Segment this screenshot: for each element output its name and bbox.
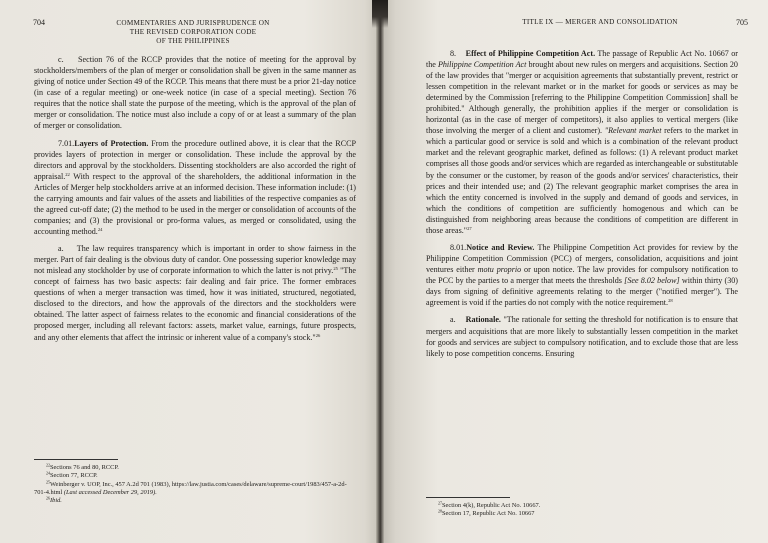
- footnote: [34, 497, 356, 505]
- running-head-line: OF THE PHILIPPINES: [156, 37, 230, 45]
- footnotes: [426, 502, 738, 519]
- footnote: [34, 472, 356, 480]
- section-heading: Notice and Review.: [466, 242, 535, 252]
- footnote-ref[interactable]: 27: [467, 225, 472, 231]
- footnote-number: 28: [438, 508, 442, 514]
- bookmark-ribbon: [372, 0, 388, 28]
- paragraph-text: brought about new rules on mergers and acquisitions. Section 20 of the law provides that "merger or acquisition agreements that substantially prevent, restrict or lessen competition in the relevant market or in the market for goods or services as may be determined by the Commission [referring to the Philippine Competition Commission] shall be prohibited." Although generally, the prohibition applies if the merger or consolidation is horizontal (as in the case of merger of competitors), it also applies to vertical mergers (like those involving the merger of a client and customer).: [426, 60, 738, 136]
- footnote: [426, 510, 738, 518]
- page-number: 704: [33, 18, 45, 27]
- paragraph-italic: [See 8.02 below]: [624, 276, 680, 286]
- paragraph-heading: Rationale.: [465, 315, 501, 325]
- footnote-text[interactable]: Weinberger v. UOP, Inc., 457 A.2d 701 (1983), https://law.justia.com/cases/delaware/supreme-court/1983/457-a-2d-701-4.html: [34, 480, 347, 496]
- footnote-number: 22: [46, 462, 50, 468]
- paragraph-label: a.: [450, 315, 456, 325]
- book-gutter: [376, 0, 384, 543]
- paragraph-label: c.: [58, 55, 64, 64]
- paragraph-text: refers to the market in which a particular good or service is sold and which is a combination of the relevant product market and the relevant geographic market, defined as follows: (1) A relevant product market comprises all those goods and/or services which are regarded as interchangeable or substitutable by the consumer or the customer, by reason of the goods and/or services' characteristics, their prices and their intended use; and (2) The relevant geographic market comprises the area in which the entity concerned is involved in the supply and demand of goods and services, in which the conditions of competition are sufficiently homogenous and which can be distinguished from neighboring areas because the conditions of competition are different in those areas.": [426, 126, 738, 235]
- footnote-note: (Last accessed December 29, 2019).: [63, 488, 157, 496]
- footnote-text: Section 17, Republic Act No. 10667: [442, 510, 535, 518]
- paragraph-text: The law requires transparency which is important in order to show fairness in the merger. Part of fair dealing is the obvious duty of candor. One possessing superior knowledge may not mislead any stockholder by use of corporate information to which the latter is not privy.: [34, 244, 357, 276]
- footnote: [34, 481, 356, 498]
- running-head-line: THE REVISED CORPORATION CODE: [129, 28, 257, 36]
- paragraph-text: within thirty (30) days from signing of definitive agreements relating to the merger ("notified merger"). The agreement is void if the parties do not comply with the notice requirement.: [426, 276, 738, 308]
- footnote-divider: [34, 459, 118, 460]
- footnote-text: Sections 76 and 80, RCCP.: [50, 464, 119, 471]
- footnote-ref[interactable]: 25: [333, 266, 338, 272]
- section-number: 8.01.: [450, 242, 467, 252]
- paragraph-text: Section 76 of the RCCP provides that the notice of meeting for the approval by stockholders/members of the plan of merger or consolidation shall be given in the same manner as giving of notice under Section 49 of the RCCP. This means that there must be a prior 21-day notice (in case of a regular meeting) or one-week notice (in case of a special meeting). Section 76 requires that the notice shall state the purpose of the meeting, which is the approval of the plan of merger or consolidation. The notice must also include a copy of or at least a summary of the plan of merger or consolidation.: [34, 55, 356, 131]
- section-8: [426, 48, 738, 236]
- section-heading: Effect of Philippine Competition Act.: [465, 49, 596, 58]
- footnote-text: Section 4(k), Republic Act No. 10667.: [442, 502, 541, 509]
- section-number: 7.01.: [58, 138, 75, 148]
- left-page: [0, 0, 380, 543]
- paragraph-text: "The concept of fairness has two basic aspects: fair dealing and fair price. The former embraces questions of when a merger transaction was timed, how it was initiated, structured, negotiated, disclosed to the directors, and how the approvals of the directors and the stockholders were obtained. The latter aspect of fairness relates to the economic and financial considerations of the proposed merger, including all relevant factors: assets, market value, earnings, future prospects, and any other elements that affect the intrinsic or inherent value of a company's stock.": [34, 266, 356, 342]
- footnote-divider: [426, 497, 510, 498]
- paragraph-c: [34, 54, 356, 131]
- footnotes: [34, 464, 356, 505]
- footnote-number: 25: [46, 479, 50, 485]
- footnote-number: 27: [438, 500, 442, 506]
- paragraph-a: [34, 243, 356, 342]
- paragraph-label: a.: [58, 244, 64, 254]
- footnote-ref[interactable]: 28: [668, 298, 673, 304]
- paragraph-italic: "Relevant market: [604, 126, 662, 136]
- footnote-ref[interactable]: 26: [315, 332, 321, 338]
- paragraph-a: [426, 314, 738, 358]
- section-7-01: [34, 138, 356, 237]
- footnote-text: Ibid.: [50, 497, 62, 505]
- paragraph-italic: Philippine Competition Act: [437, 60, 527, 70]
- paragraph-italic: motu proprio: [477, 265, 522, 275]
- paragraph-text: or upon notice. The law provides for compulsory notification to the PCC by the parties to a merger that meets the thresholds: [426, 265, 738, 286]
- paragraph-text: "The rationale for setting the threshold for notification is to ensure that mergers and acquisitions that are more likely to substantially lessen competition in the market for goods and services are subject to compulsory notification, and to exclude those that are less likely to pose competition concerns. Ensuring: [426, 315, 738, 358]
- page-number: 705: [736, 18, 748, 27]
- section-8-01: [426, 242, 738, 308]
- paragraph-text: With respect to the approval of the shareholders, the additional information in the Articles of Merger help stockholders arrive at an informed decision. These information include: (1) the carrying amounts and fair values of the assets and liabilities of the respective companies as of the agreed cut-off date; (2) the method to be used in the merger or consolidation of accounts of the companies; and (3) the provisional or pro-forma values, as merged or consolidated, using the accounting method.: [34, 171, 356, 236]
- paragraph-text: The Philippine Competition Act provides for review by the Philippine Competition Commission (PCC) of mergers, consolidation, acquisitions and joint ventures either: [426, 242, 738, 275]
- running-head-line: COMMENTARIES AND JURISPRUDENCE ON: [116, 19, 270, 27]
- footnote-number: 26: [46, 495, 50, 501]
- right-page: [380, 0, 768, 543]
- section-number: 8.: [450, 49, 457, 58]
- body-text: [426, 48, 738, 365]
- running-head: TITLE IX — MERGER AND CONSOLIDATION: [522, 18, 678, 26]
- body-text: [34, 54, 356, 349]
- paragraph-text: From the procedure outlined above, it is clear that the RCCP provides layers of protection in merger or consolidation. These include the approval by the directors and approval by the stockholders. Dissenting stockholders are also accorded the right of appraisal.: [34, 138, 356, 181]
- footnote-ref[interactable]: 24: [97, 226, 103, 232]
- footnote-ref[interactable]: 22: [65, 171, 70, 177]
- section-heading: Layers of Protection.: [74, 138, 149, 148]
- running-head: [100, 19, 286, 46]
- footnote-number: 24: [46, 470, 50, 476]
- paragraph-text: The passage of Republic Act No. 10667 or the: [426, 49, 738, 70]
- footnote-text: Section 77, RCCP.: [50, 472, 98, 480]
